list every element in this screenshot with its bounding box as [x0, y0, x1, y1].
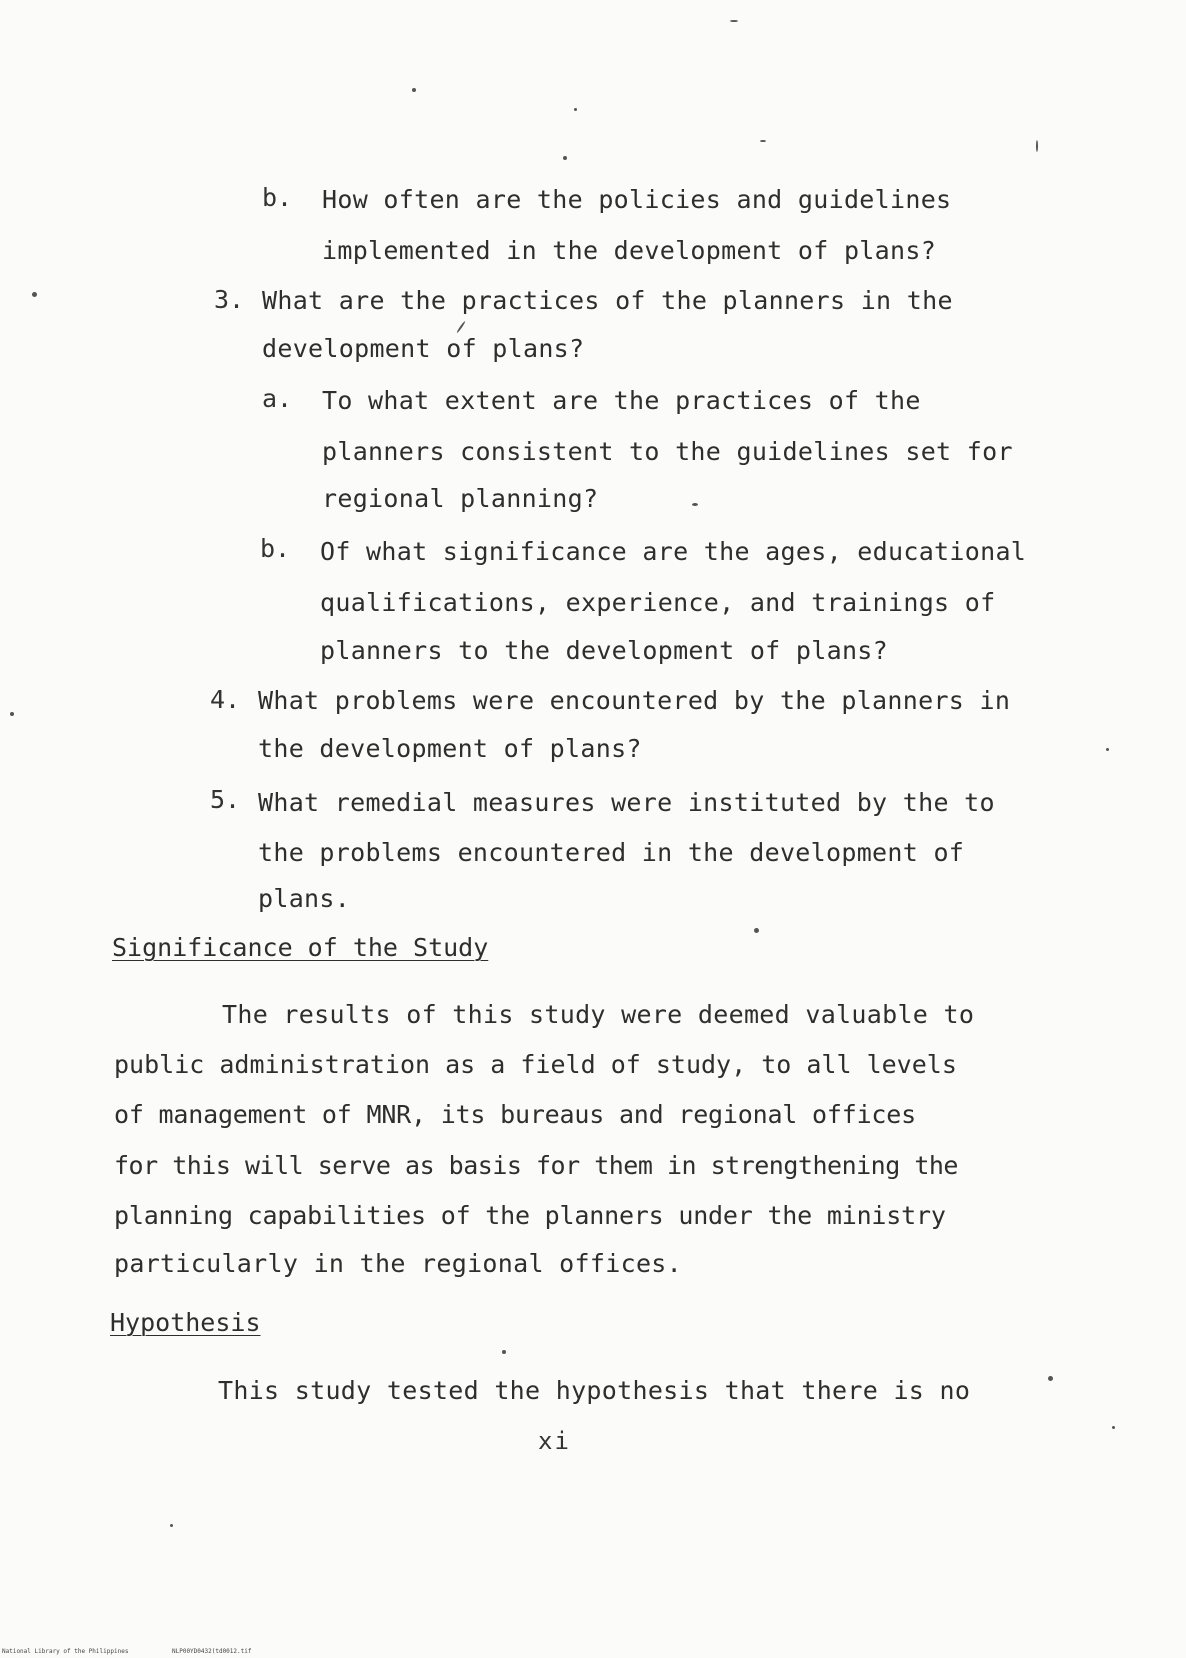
- question-4-line-1: What problems were encountered by the planners in: [258, 686, 1011, 715]
- question-5-line-3: plans.: [258, 884, 351, 913]
- question-4-marker: 4.: [210, 685, 241, 714]
- scan-speck: [692, 503, 698, 506]
- question-3b-line-2: qualifications, experience, and trainings of: [320, 588, 996, 617]
- scan-speck: [1112, 1426, 1115, 1429]
- question-3b-line-3: planners to the development of plans?: [320, 636, 888, 665]
- significance-heading: Significance of the Study: [112, 933, 489, 962]
- scan-speck: [10, 712, 14, 716]
- significance-line-2: public administration as a field of study, to all levels: [114, 1050, 957, 1079]
- question-2b-line-1: How often are the policies and guidelines: [322, 185, 952, 214]
- scan-speck: [563, 156, 567, 160]
- question-3b-marker: b.: [260, 534, 291, 563]
- scan-speck: [730, 20, 738, 22]
- significance-line-5: planning capabilities of the planners under the ministry: [114, 1201, 946, 1230]
- hypothesis-heading: Hypothesis: [110, 1308, 261, 1337]
- significance-line-4: for this will serve as basis for them in strengthening the: [114, 1151, 958, 1180]
- scan-speck: [32, 292, 37, 297]
- scan-speck: [170, 1524, 173, 1527]
- scan-speck: [754, 928, 759, 933]
- scan-speck: [412, 88, 416, 92]
- scan-speck: [1036, 140, 1038, 152]
- scan-speck: [574, 108, 577, 111]
- question-2b-marker: b.: [262, 183, 293, 212]
- scan-speck: [1048, 1376, 1053, 1381]
- question-3a-line-2: planners consistent to the guidelines set for: [322, 437, 1013, 466]
- significance-line-3: of management of MNR, its bureaus and regional offices: [114, 1100, 916, 1129]
- scan-speck: [502, 1350, 506, 1354]
- question-2b-line-2: implemented in the development of plans?: [322, 236, 937, 265]
- scan-speck: [760, 140, 766, 142]
- scan-speck: [1106, 748, 1109, 751]
- significance-line-6: particularly in the regional offices.: [114, 1249, 682, 1278]
- question-5-line-2: the problems encountered in the development of: [258, 838, 965, 867]
- question-3a-line-3: regional planning?: [322, 484, 599, 513]
- question-3b-line-1: Of what significance are the ages, educational: [320, 537, 1027, 566]
- footer-library-note: National Library of the Philippines: [2, 1648, 129, 1655]
- hypothesis-line-1: This study tested the hypothesis that there is no: [218, 1376, 971, 1405]
- question-4-line-2: the development of plans?: [258, 734, 642, 763]
- question-3-marker: 3.: [214, 285, 245, 314]
- question-5-line-1: What remedial measures were instituted by the to: [258, 788, 995, 817]
- page-number: xi: [538, 1427, 571, 1455]
- scan-speck: [456, 321, 466, 334]
- question-3a-line-1: To what extent are the practices of the: [322, 386, 921, 415]
- question-3-line-2: development of plans?: [262, 334, 585, 363]
- question-3a-marker: a.: [262, 384, 293, 413]
- question-5-marker: 5.: [210, 785, 241, 814]
- significance-line-1: The results of this study were deemed valuable to: [222, 1000, 975, 1029]
- question-3-line-1: What are the practices of the planners in the: [262, 286, 953, 315]
- footer-file-note: NLP00YD0432(td0012.tif: [172, 1648, 252, 1655]
